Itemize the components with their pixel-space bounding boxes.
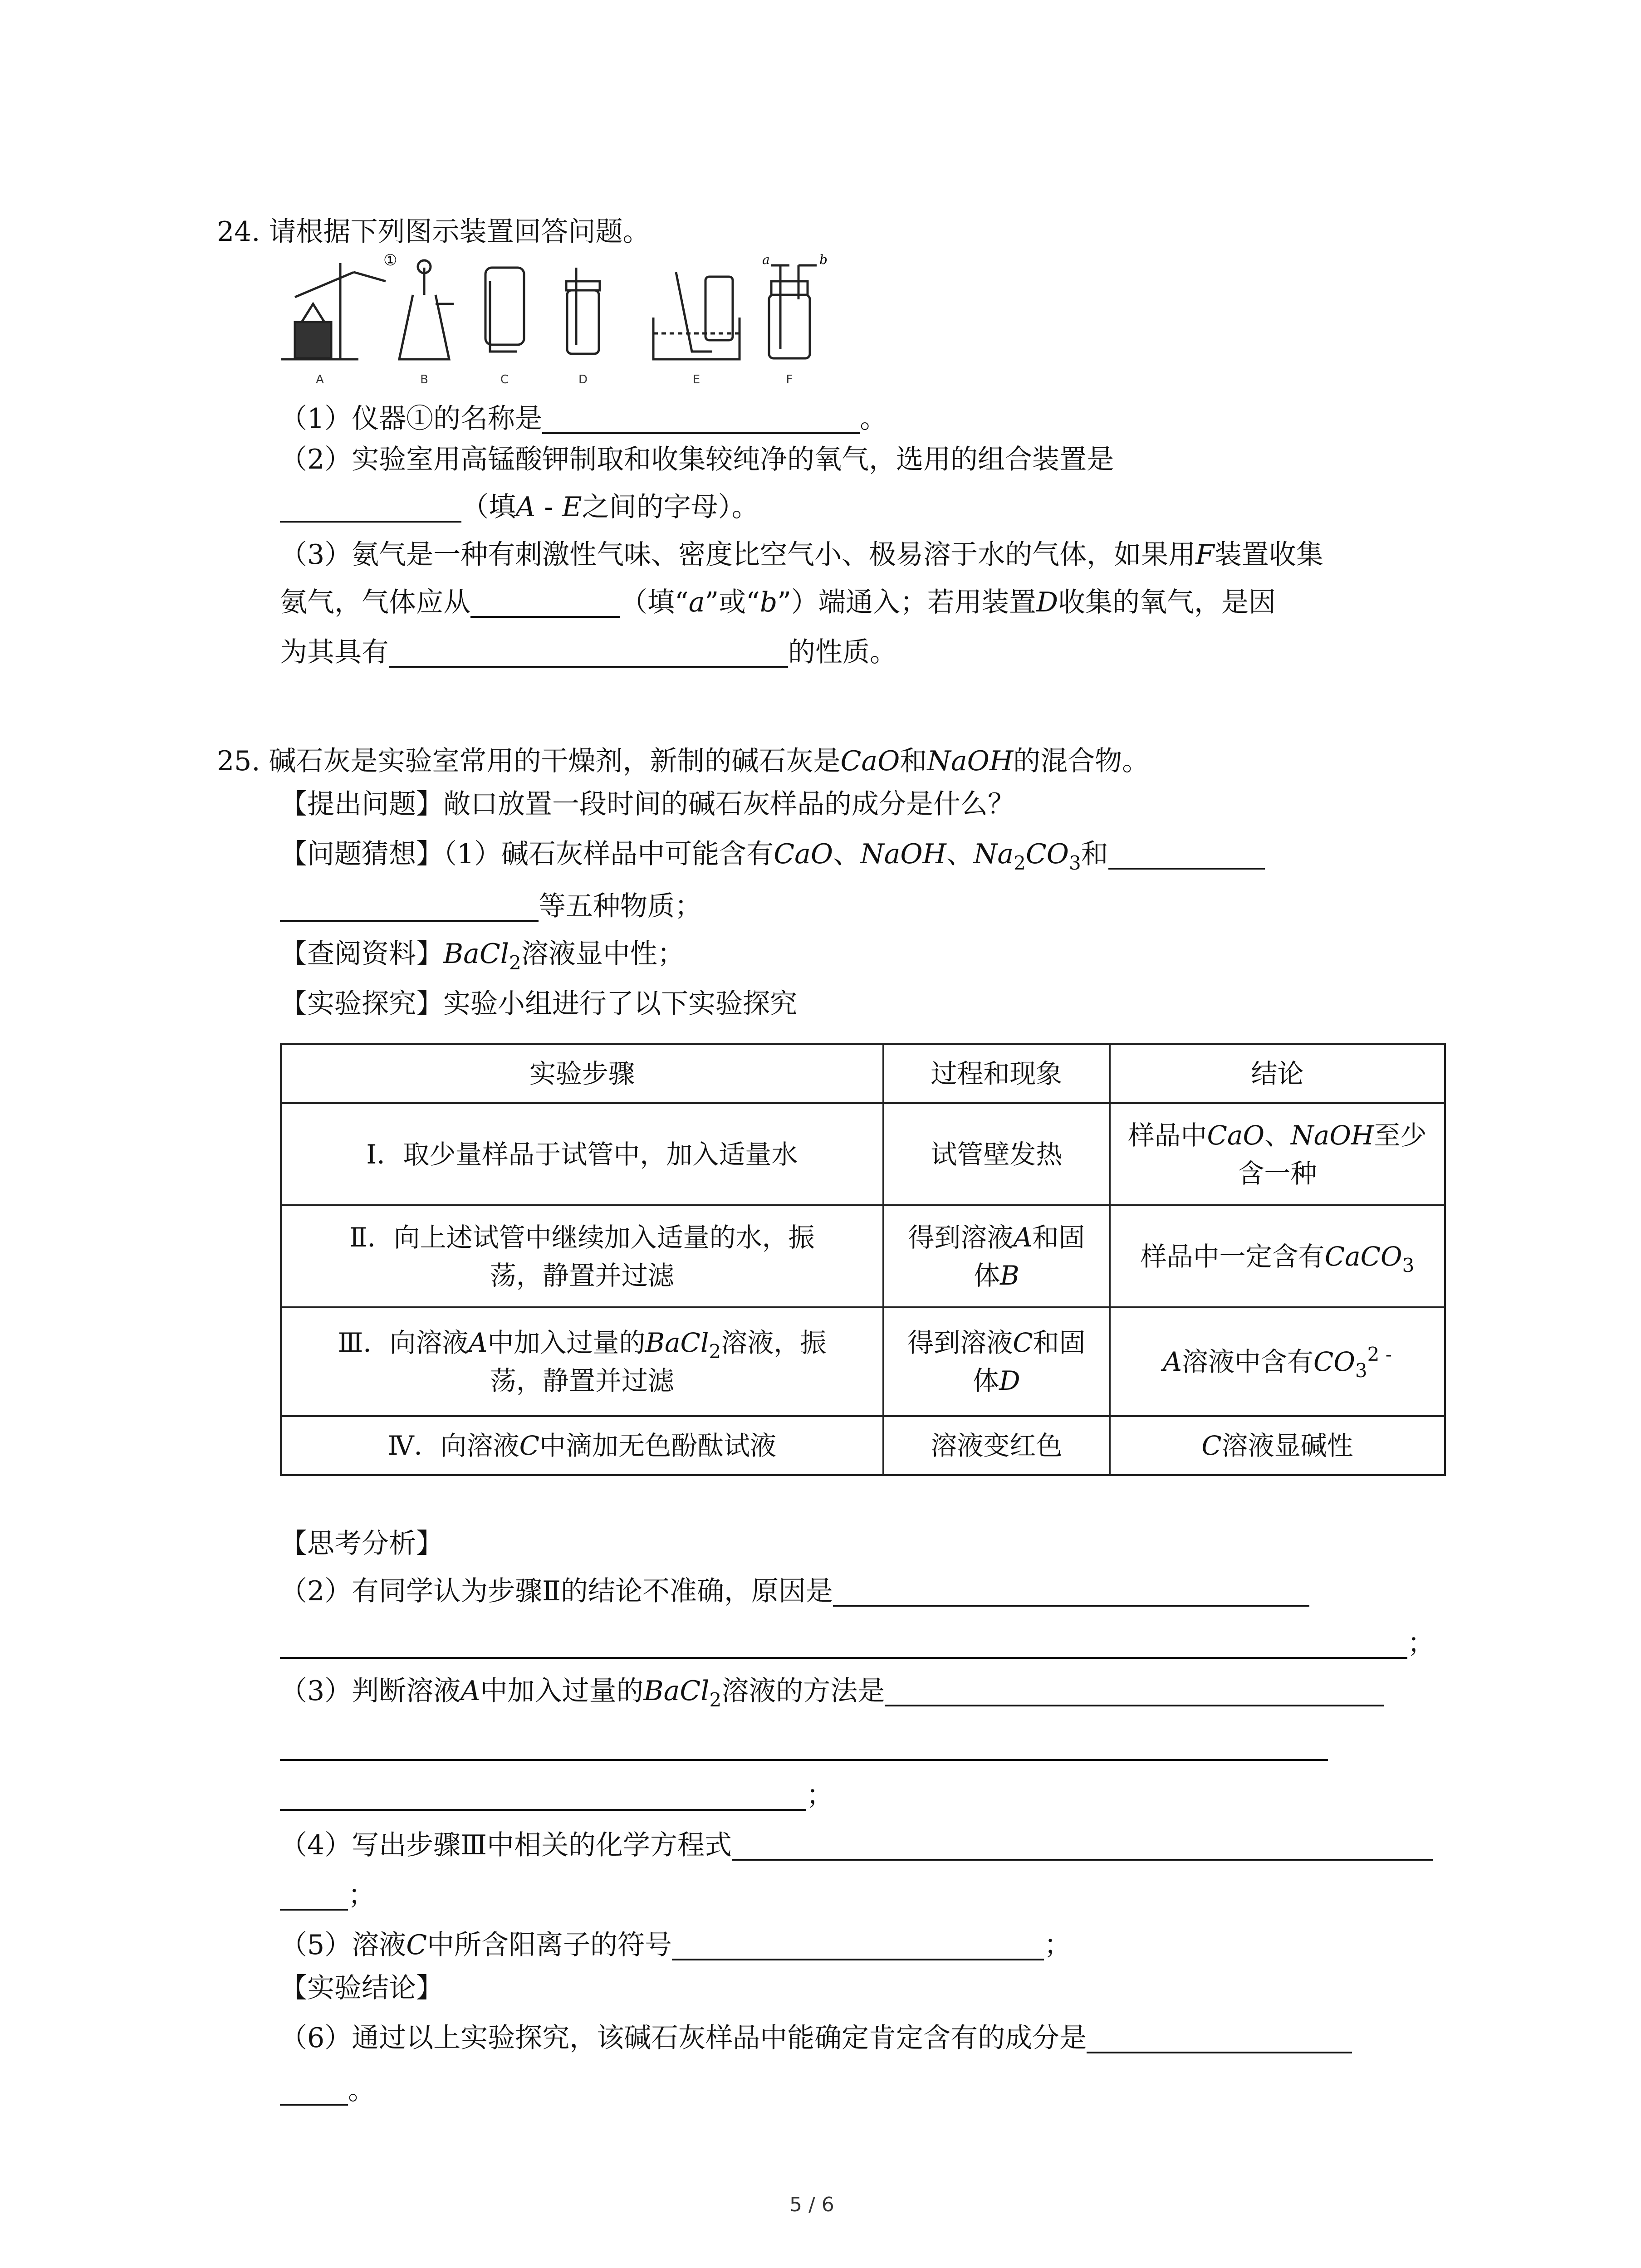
answer-blank[interactable]	[280, 1629, 1407, 1659]
q25-explore: 【实验探究】实验小组进行了以下实验探究	[280, 988, 797, 1020]
answer-blank[interactable]	[885, 1677, 1384, 1706]
q24-part-3-line-1: （3）氨气是一种有刺激性气味、密度比空气小、极易溶于水的气体，如果用F装置收集	[280, 539, 1323, 571]
answer-blank[interactable]	[280, 1881, 348, 1911]
q25-part-6-line-1: （6）通过以上实验探究，该碱石灰样品中能确定肯定含有的成分是	[280, 2019, 1352, 2058]
table-cell-conclusion: 样品中一定含有CaCO$_3$	[1110, 1205, 1445, 1307]
answer-blank[interactable]	[389, 638, 788, 668]
table-cell-observation: 溶液变红色	[883, 1416, 1110, 1475]
question-24-stem: 24. 请根据下列图示装置回答问题。	[217, 216, 650, 248]
table-cell-observation: 试管壁发热	[883, 1103, 1110, 1205]
answer-blank[interactable]	[833, 1577, 1309, 1607]
table-cell-observation: 得到溶液C和固 体D	[883, 1307, 1110, 1416]
q25-problem: 【提出问题】敞口放置一段时间的碱石灰样品的成分是什么？	[280, 788, 1015, 820]
q25-part-3-line-3: ；	[280, 1776, 833, 1815]
q25-part-3-line-1: （3）判断溶液A中加入过量的BaCl$_2$溶液的方法是	[280, 1672, 1384, 1711]
answer-blank[interactable]	[732, 1831, 1433, 1861]
figure-letter-f: F	[786, 373, 793, 386]
q25-part-4-line-1: （4）写出步骤Ⅲ中相关的化学方程式	[280, 1826, 1433, 1865]
table-cell-step: Ⅲ．向溶液A中加入过量的BaCl$_2$溶液，振 荡，静置并过滤	[281, 1307, 883, 1416]
table-header: 实验步骤	[281, 1044, 883, 1103]
answer-blank[interactable]	[1108, 840, 1265, 870]
q25-part-6-line-2: 。	[280, 2071, 375, 2110]
answer-blank[interactable]	[280, 1731, 1328, 1761]
q25-info: 【查阅资料】BaCl$_2$溶液显中性；	[280, 938, 685, 974]
answer-blank[interactable]	[280, 1781, 806, 1811]
table-cell-conclusion: 样品中CaO、NaOH至少 含一种	[1110, 1103, 1445, 1205]
port-a-label: a	[762, 254, 770, 267]
table-cell-step: Ⅱ．向上述试管中继续加入适量的水，振 荡，静置并过滤	[281, 1205, 883, 1307]
experiment-table	[280, 1043, 1446, 1476]
table-header: 过程和现象	[883, 1044, 1110, 1103]
table-cell-step: Ⅳ．向溶液C中滴加无色酚酞试液	[281, 1416, 883, 1475]
apparatus-a-heating-setup	[281, 263, 386, 359]
apparatus-figure	[277, 254, 844, 390]
q24-part-2-line-1: （2）实验室用高锰酸钾制取和收集较纯净的氧气，选用的组合装置是	[280, 444, 1114, 475]
apparatus-e-water-trough	[653, 272, 740, 359]
answer-blank[interactable]	[280, 2076, 348, 2106]
table-cell-observation: 得到溶液A和固 体B	[883, 1205, 1110, 1307]
table-row	[281, 1205, 1445, 1307]
q24-part-3-line-2: 氨气，气体应从 （填“a”或“b”）端通入；若用装置D收集的氧气，是因	[280, 587, 1276, 618]
q25-part-5: （5）溶液C中所含阳离子的符号 ；	[280, 1929, 1072, 1961]
q25-part-3-line-2	[280, 1726, 1328, 1765]
question-number: 25.	[217, 745, 260, 777]
figure-letter-d: D	[578, 373, 588, 386]
table-cell-step: Ⅰ．取少量样品于试管中，加入适量水	[281, 1103, 883, 1205]
apparatus-c-bottle	[485, 268, 524, 352]
figure-letter-c: C	[500, 373, 509, 386]
figure-letter-e: E	[692, 373, 700, 386]
marker-label: ①	[383, 254, 397, 269]
page-number: 5 / 6	[789, 2193, 834, 2216]
table-header: 结论	[1110, 1044, 1445, 1103]
q25-part-2-line-1: （2）有同学认为步骤Ⅱ的结论不准确，原因是	[280, 1572, 1309, 1611]
q24-part-2-line-2: （填A - E之间的字母）。	[280, 488, 759, 527]
apparatus-f-two-port-bottle	[769, 265, 817, 358]
answer-blank[interactable]	[542, 404, 860, 434]
answer-blank[interactable]	[280, 892, 539, 922]
q25-conclusion-heading: 【实验结论】	[280, 1972, 443, 2004]
port-b-label: b	[819, 254, 828, 267]
q25-guess-line-2: 等五种物质；	[280, 887, 702, 926]
table-header-row	[281, 1044, 1445, 1103]
answer-blank[interactable]	[672, 1931, 1044, 1960]
q24-part-3-line-3: 为其具有 的性质。	[280, 636, 897, 668]
answer-blank[interactable]	[280, 493, 461, 523]
answer-blank[interactable]	[1087, 2024, 1352, 2053]
answer-blank[interactable]	[470, 588, 620, 618]
table-row	[281, 1416, 1445, 1475]
question-25-intro: 25. 碱石灰是实验室常用的干燥剂，新制的碱石灰是CaO和NaOH的混合物。	[217, 745, 1150, 777]
figure-letter-b: B	[420, 373, 428, 386]
q25-guess-line-1: 【问题猜想】（1）碱石灰样品中可能含有CaO、NaOH、$Na_2CO_3$和	[280, 835, 1265, 874]
figure-letter-a: A	[316, 373, 324, 386]
q25-part-4-line-2: ；	[280, 1876, 375, 1915]
question-number: 24.	[217, 216, 260, 248]
q25-analysis-heading: 【思考分析】	[280, 1528, 443, 1559]
table-cell-conclusion: C溶液显碱性	[1110, 1416, 1445, 1475]
table-row	[281, 1307, 1445, 1416]
q24-part-1: （1）仪器①的名称是 。	[280, 403, 887, 435]
apparatus-b-conical-flask	[399, 260, 454, 359]
q25-part-2-line-2: ；	[280, 1624, 1435, 1663]
apparatus-d-bottle	[566, 268, 600, 354]
table-cell-conclusion: A溶液中含有$CO_3^{2 -}$	[1110, 1307, 1445, 1416]
table-row	[281, 1103, 1445, 1205]
